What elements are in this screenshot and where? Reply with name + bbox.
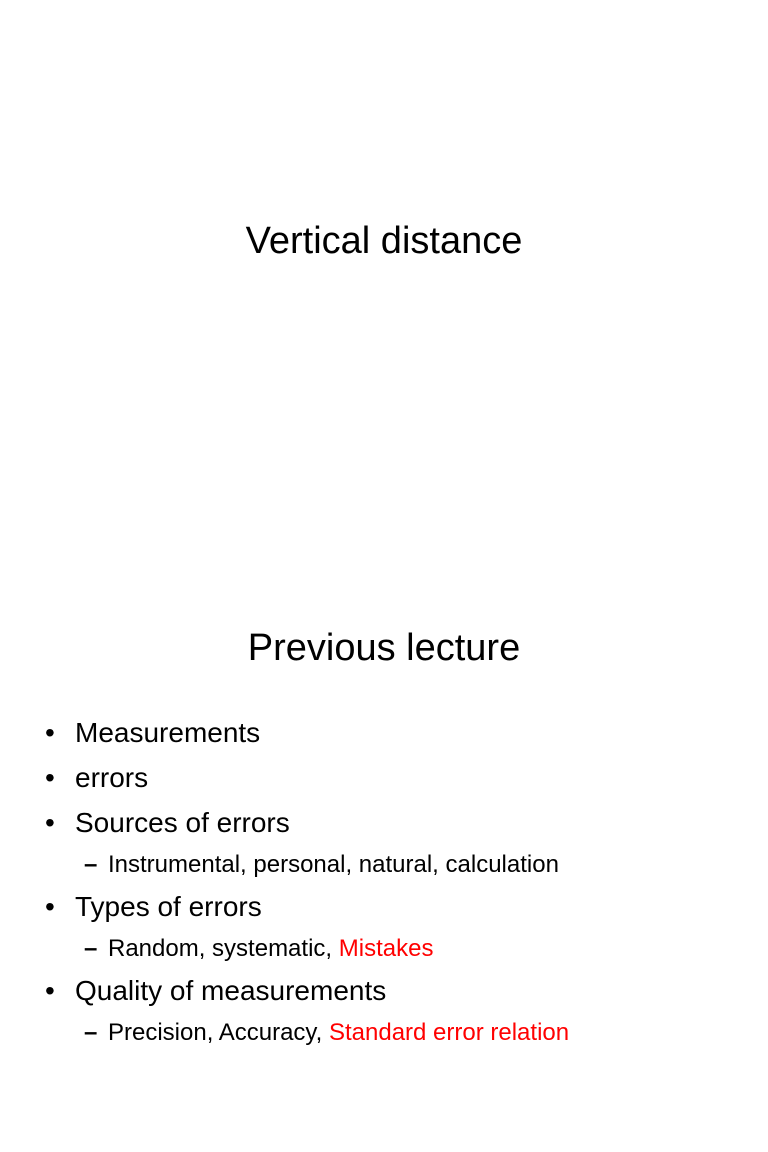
bullet-text: Measurements — [75, 717, 261, 748]
bullet-icon: • — [45, 762, 55, 793]
dash-icon: – — [84, 1019, 98, 1046]
sub-item-text: Random, systematic, — [108, 935, 339, 962]
bullet-item-errors — [0, 755, 768, 800]
bullet-text: errors — [75, 762, 149, 793]
bullet-icon: • — [45, 975, 55, 1006]
bullet-text: Types of errors — [75, 891, 262, 922]
bullet-item-measurements — [0, 710, 768, 755]
bullet-text: Sources of errors — [75, 807, 290, 838]
bullet-icon: • — [45, 717, 55, 748]
bullet-icon: • — [45, 807, 55, 838]
bullet-list — [0, 710, 768, 1052]
bullet-item-types-of-errors — [0, 884, 768, 929]
sub-item-text: Instrumental, personal, natural, calculation — [108, 851, 559, 878]
bullet-text: Quality of measurements — [75, 975, 387, 1006]
slide-2 — [0, 576, 768, 1152]
highlight-text: Standard error relation — [328, 1019, 570, 1046]
bullet-item-sources-of-errors — [0, 800, 768, 845]
bullet-item-quality-of-measurements — [0, 968, 768, 1013]
dash-icon: – — [84, 851, 98, 878]
highlight-text: Mistakes — [338, 935, 434, 962]
slide-2-title: Previous lecture — [247, 627, 521, 669]
sub-item-error-sources — [0, 845, 768, 884]
sub-item-quality — [0, 1013, 768, 1052]
dash-icon: – — [84, 935, 98, 962]
bullet-icon: • — [45, 891, 55, 922]
sub-item-text: Precision, Accuracy, — [108, 1019, 329, 1046]
slide-1-title: Vertical distance — [245, 220, 523, 262]
sub-item-error-types — [0, 929, 768, 968]
